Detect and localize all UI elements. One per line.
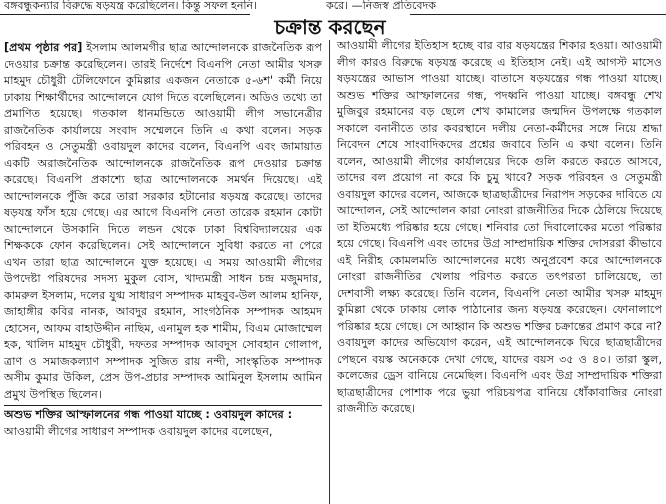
article-column-right — [337, 38, 662, 418]
subhead-divider — [4, 405, 322, 406]
article-column-left — [4, 40, 322, 440]
previous-article-tail-left: বঙ্গবন্ধুকন্যার বিরুদ্ধে ষড়যন্ত্র করেছিলেন। কিন্তু সফল হননি। — [4, 0, 258, 12]
previous-article-tail-right: করে। —নিজস্ব প্রতিবেদক — [326, 0, 436, 12]
continuation-label: [প্রথম পৃষ্ঠার পর] — [4, 41, 83, 54]
left-column-body: ইসলাম আলমগীর ছাত্র আন্দোলনকে রাজনৈতিক রূপ দেওয়ার চক্রান্ত করেছিলেন। তারই নির্দেশে বিএনপি নেতা আমীর খসরু মাহমুদ চৌধুরী টেলিফোনে কুমিল্লার একজন নেতাকে ৫-৬শ' কর্মী নিয়ে ঢাকায় শিক্ষার্থীদের আন্দোলনে যোগ দিতে বলেছিলেন। অডিও তথ্যে তা প্রমাণিত হয়েছে। গতকাল ধানমন্ডিতে আওয়ামী লীগ সভানেত্রীর রাজনৈতিক কার্যালয়ে সংবাদ সম্মেলনে তিনি এ কথা বলেন। সড়ক পরিবহন ও সেতুমন্ত্রী ওবায়দুল কাদের বলেন, বিএনপি এবং জামায়াত একটি অরাজনৈতিক আন্দোলনকে রাজনৈতিক রূপ দেওয়ার চক্রান্ত করেছে। বিএনপি প্রকাশ্যে ছাত্র আন্দোলনকে সমর্থন দিয়েছে। এই আন্দোলনকে পুঁজি করে তারা সরকার হটানোর ষড়যন্ত্র করেছে। তাদের ষড়যন্ত্র ফাঁস হয়ে গেছে। এর আগে বিএনপি নেতা তারেক রহমান কোটা আন্দোলনে উসকানি দিতে লন্ডন থেকে ঢাকা বিশ্ববিদ্যালয়ের এক শিক্ষককে ফোন করেছিলেন। সেই আন্দোলনে সুবিধা করতে না পেরে এখন তারা ছাত্র আন্দোলনে যুক্ত হয়েছে। এ সময় আওয়ামী লীগের উপদেষ্টা পরিষদের সদস্য মুকুল বোস, খাদ্যমন্ত্রী সাধন চন্দ্র মজুমদার, কামরুল ইসলাম, দলের যুগ্ম সাধারণ সম্পাদক মাহবুব-উল আলম হানিফ, জাহাঙ্গীর কবির নানক, আবদুর রহমান, সাংগঠনিক সম্পাদক আহমদ হোসেন, আফম বাহাউদ্দীন নাছিম, এনামুল হক শামীম, বিএম মোজাম্মেল হক, খালিদ মাহমুদ চৌধুরী, দফতর সম্পাদক আবদুস সোবহান গোলাপ, ত্রাণ ও সমাজকল্যাণ সম্পাদক সুজিত রায় নন্দী, সাংস্কৃতিক সম্পাদক অসীম কুমার উকিল, প্রেস উপ-প্রচার সম্পাদক আমিনুল ইসলাম আমিন প্রমুখ উপস্থিত ছিলেন। — [4, 41, 323, 401]
right-column-body: আওয়ামী লীগের ইতিহাস হচ্ছে বার বার ষড়যন্ত্রের শিকার হওয়া। আওয়ামী লীগ কারও বিরুদ্ধে ষড়যন্ত্র করেছে এ ইতিহাস নেই। এই আগস্ট মাসেও ষড়যন্ত্রের আভাস পাওয়া যাচ্ছে। বাতাসে ষড়যন্ত্রের গন্ধ পাওয়া যাচ্ছে। অশুভ শক্তির আস্ফালনের গন্ধ, পদধ্বনি পাওয়া যাচ্ছে। বঙ্গবন্ধু শেখ মুজিবুর রহমানের বড় ছেলে শেখ কামালের জন্মদিন উপলক্ষে গতকাল সকালে বনানীতে তার কবরস্থানে দলীয় নেতা-কর্মীদের সঙ্গে নিয়ে শ্রদ্ধা নিবেদন শেষে সাংবাদিকদের প্রশ্নের জবাবে তিনি এ কথা বলেন। তিনি বলেন, আওয়ামী লীগের কার্যালয়ের দিকে গুলি করতে করতে আসবে, তাদের বল প্রয়োগ না করে কি চুমু খাবে? সড়ক পরিবহন ও সেতুমন্ত্রী ওবায়দুল কাদের বলেন, আজকে ছাত্রছাত্রীদের নিরাপদ সড়কের দাবিতে যে আন্দোলন, সেই আন্দোলন কারা নোংরা রাজনীতির দিকে ঠেলিয়ে দিয়েছে তা ইতিমধ্যে পরিষ্কার হয়ে গেছে। শনিবার তো দিবালোকের মতো পরিষ্কার হয়ে গেছে। বিএনপি এবং তাদের উগ্র সাম্প্রদায়িক শক্তির দোসররা কীভাবে এই নিরীহ কোমলমতি আন্দোলনের মধ্যে অনুপ্রবেশ করে আন্দোলনকে নোংরা রাজনীতির খেলায় পরিণত করতে তৎপরতা চালিয়েছে, তা দেশবাসী লক্ষ্য করেছে। তিনি বলেন, বিএনপি নেতা আমীর খসরু মাহমুদ কুমিল্লা থেকে ঢাকায় লোক পাঠানোর জন্য ষড়যন্ত্র করেছেন। ফোনালাপে পরিষ্কার হয়ে গেছে। সে আহ্বান কি অশুভ শক্তির চক্রান্তের প্রমাণ করে না? ওবায়দুল কাদের অভিযোগ করেন, এই আন্দোলনকে ঘিরে ছাত্রছাত্রীদের পেছনে বয়স্ক অনেককে দেখা গেছে, যাদের বয়স ৩৫ ও ৪০। তারা স্কুল, কলেজের ড্রেস বানিয়ে নেমেছিল। বিএনপি এবং উগ্র সাম্প্রদায়িক শক্তিরা ছাত্রছাত্রীদের পোশাক পরে ভুয়া পরিচয়পত্র বানিয়ে ধোঁকাবাজির নোংরা রাজনীতি করেছে। — [337, 39, 662, 415]
left-column-paragraph — [4, 40, 322, 403]
article-subhead: অশুভ শক্তির আস্ফালনের গন্ধ পাওয়া যাচ্ছে : ওবায়দুল কাদের : — [4, 408, 293, 421]
column-divider — [329, 40, 330, 504]
left-column-body-continued: আওয়ামী লীগের সাধারণ সম্পাদক ওবায়দুল কাদের বলেছেন, — [4, 424, 273, 438]
article-headline: চক্রান্ত করছেন — [250, 14, 410, 40]
